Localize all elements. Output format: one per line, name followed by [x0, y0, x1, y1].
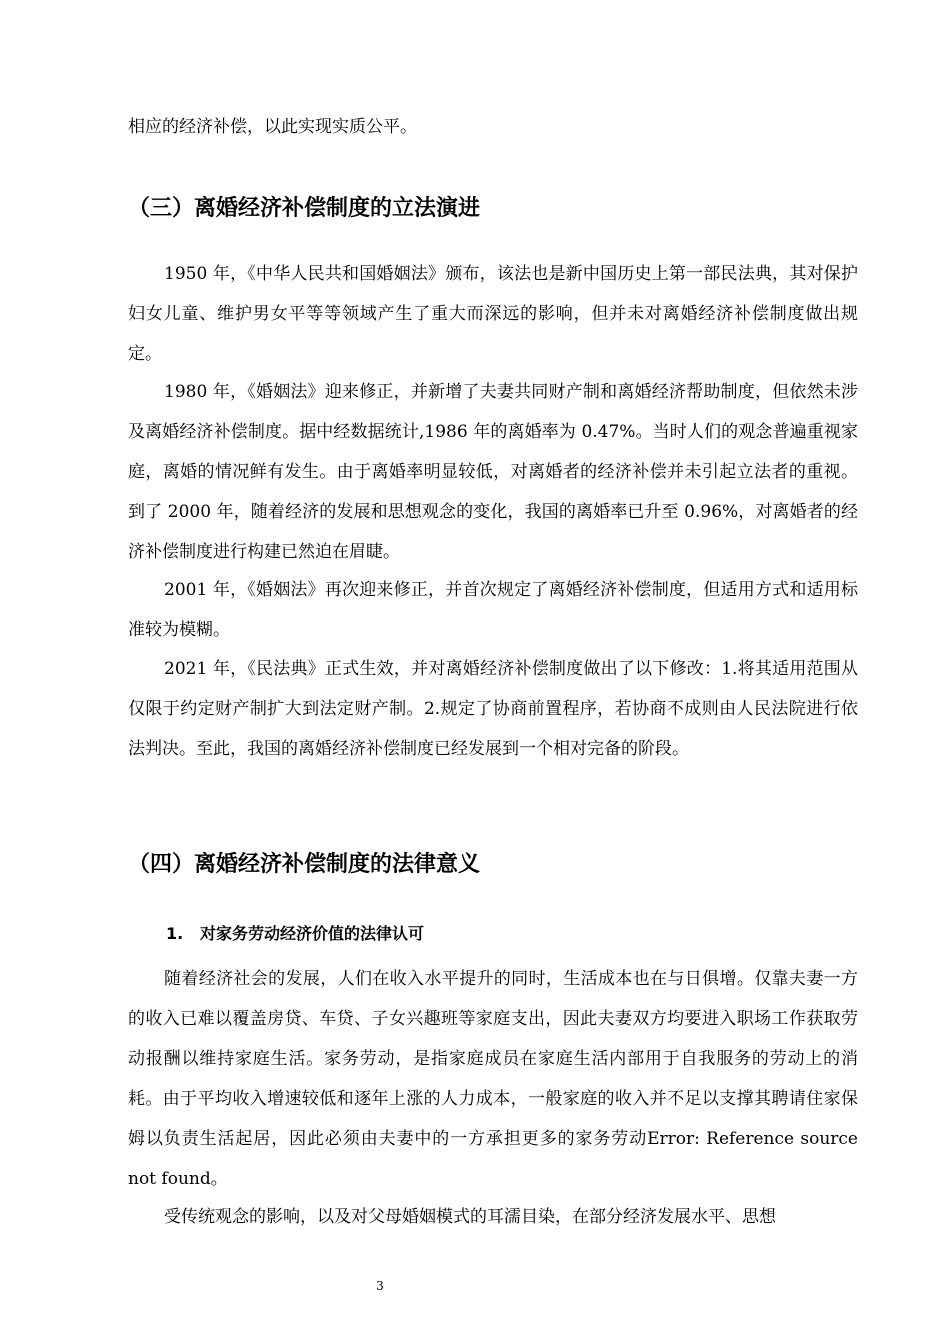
paragraph-1950: 1950 年，《中华人民共和国婚姻法》颁布，该法也是新中国历史上第一部民法典，其对保护妇女儿童、维护男女平等等领域产生了重大而深远的影响，但并未对离婚经济补偿制度做出规定。	[128, 264, 858, 364]
paragraph-2001: 2001 年，《婚姻法》再次迎来修正，并首次规定了离婚经济补偿制度，但适用方式和适用标准较为模糊。	[128, 580, 858, 640]
section-heading-4: （四）离婚经济补偿制度的法律意义	[128, 852, 481, 877]
paragraph-1980: 1980 年，《婚姻法》迎来修正，并新增了夫妻共同财产制和离婚经济帮助制度，但依然未涉及离婚经济补偿制度。据中经数据统计,1986 年的离婚率为 0.47%。当时人们的观念普遍重视家庭，离婚的情况鲜有发生。由于离婚率明显较低，对离婚者的经济补偿并未引起立法者的重视。到了 2000 年，随着经济的发展和思想观念的变化，我国的离婚率已升至 0.96%，对离婚者的经济补偿制度进行构建已然迫在眉睫。	[128, 382, 858, 562]
section-heading-3: （三）离婚经济补偿制度的立法演进	[128, 196, 481, 221]
paragraph-housework: 随着经济社会的发展，人们在收入水平提升的同时，生活成本也在与日俱增。仅靠夫妻一方的收入已难以覆盖房贷、车贷、子女兴趣班等家庭支出，因此夫妻双方均要进入职场工作获取劳动报酬以维持家庭生活。家务劳动，是指家庭成员在家庭生活内部用于自我服务的劳动上的消耗。由于平均收入增速较低和逐年上涨的人力成本，一般家庭的收入并不足以支撑其聘请住家保姆以负责生活起居，因此必须由夫妻中的一方承担更多的家务劳动Error: Reference source not found。	[128, 969, 858, 1189]
subsection-heading-1	[166, 922, 424, 946]
paragraph-continuation: 相应的经济补偿，以此实现实质公平。	[128, 117, 417, 137]
page-number: 3	[376, 1279, 384, 1293]
paragraph-2021: 2021 年，《民法典》正式生效，并对离婚经济补偿制度做出了以下修改：1.将其适用范围从仅限于约定财产制扩大到法定财产制。2.规定了协商前置程序，若协商不成则由人民法院进行依法判决。至此，我国的离婚经济补偿制度已经发展到一个相对完备的阶段。	[128, 659, 858, 759]
paragraph-tradition: 受传统观念的影响，以及对父母婚姻模式的耳濡目染，在部分经济发展水平、思想	[164, 1207, 776, 1227]
subsection-title: 对家务劳动经济价值的法律认可	[200, 924, 425, 943]
subsection-number: 1.	[166, 924, 184, 943]
